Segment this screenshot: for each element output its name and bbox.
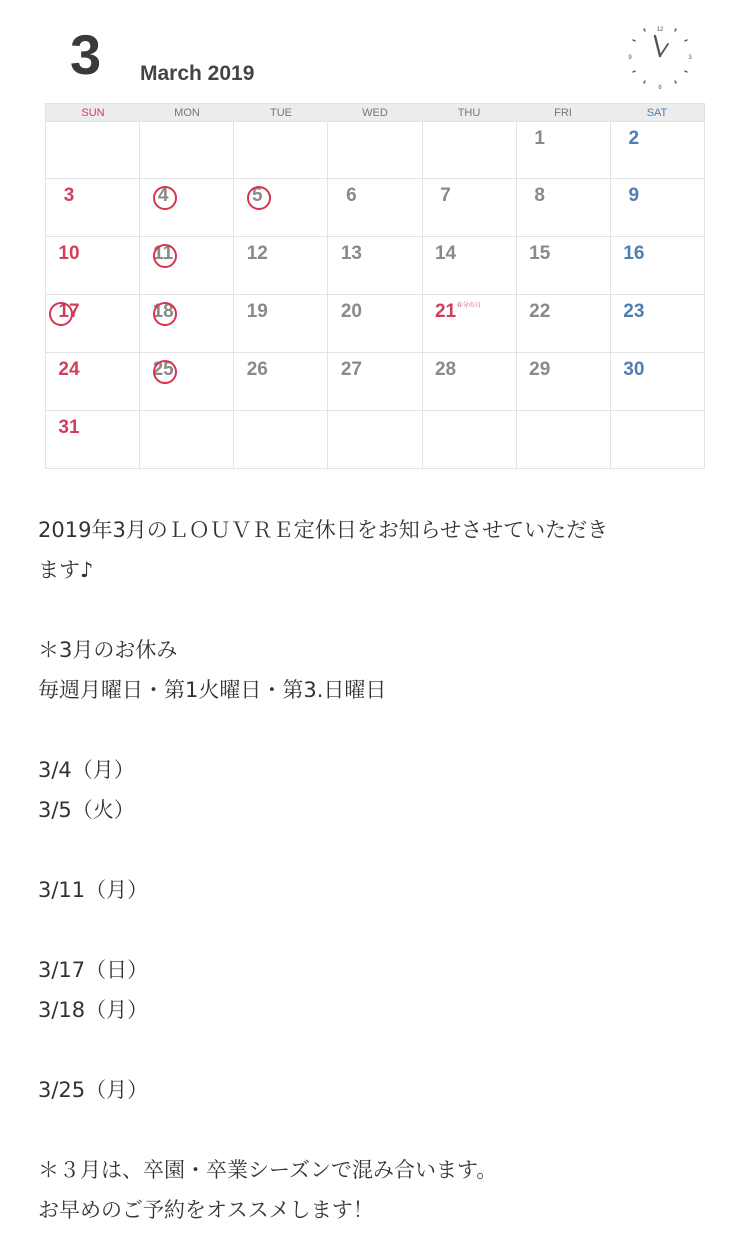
notice-line (38, 710, 718, 750)
day-number: 24 (58, 359, 80, 380)
calendar-weeks (45, 121, 705, 469)
calendar-header (0, 0, 750, 104)
calendar-day-cell-sun (46, 295, 140, 353)
day-number: 1 (534, 128, 545, 149)
day-number: 19 (246, 301, 268, 322)
calendar-day-cell-mon (140, 411, 234, 469)
notice-line: 3/17（日） (38, 958, 149, 982)
calendar-day-cell-fri (517, 295, 611, 353)
calendar-week-row (46, 179, 705, 237)
notice-line (38, 590, 718, 630)
day-number: 8 (534, 185, 545, 206)
notice-line: 3/5（火） (38, 798, 135, 822)
clock-label-12: 12 (656, 27, 664, 33)
holiday-label: 春分の日 (456, 302, 481, 309)
day-number: 3 (63, 185, 75, 206)
day-number: 25 (152, 359, 174, 380)
wall-clock-icon (624, 20, 696, 92)
weekday-mon: MON (174, 107, 200, 119)
weekday-fri: FRI (554, 107, 572, 119)
closed-day-circle (153, 244, 177, 268)
calendar-day-cell-fri (517, 411, 611, 469)
day-number: 23 (623, 301, 645, 322)
calendar-day-cell-fri (517, 353, 611, 411)
calendar-day-cell-wed (328, 237, 422, 295)
calendar-day-cell-fri (517, 237, 611, 295)
calendar-day-cell-sat (611, 237, 705, 295)
notice-line (38, 910, 718, 950)
calendar-day-cell-tue (234, 237, 328, 295)
calendar-day-cell-tue (234, 179, 328, 237)
day-number: 26 (246, 359, 268, 380)
day-number: 4 (157, 185, 169, 206)
calendar-day-cell-mon (140, 121, 234, 179)
day-number: 18 (152, 301, 174, 322)
closed-day-circle (153, 360, 177, 384)
calendar-day-cell-wed (328, 353, 422, 411)
day-number: 5 (251, 185, 263, 206)
notice-line: 3/4（月） (38, 758, 135, 782)
calendar-day-cell-thu (423, 353, 517, 411)
notice-line: 毎週月曜日・第1火曜日・第3.日曜日 (38, 678, 387, 702)
calendar-day-cell-sun (46, 121, 140, 179)
day-number: 7 (440, 185, 451, 206)
calendar-day-cell-sun (46, 411, 140, 469)
closure-notice (38, 510, 718, 1230)
notice-line (38, 830, 718, 870)
calendar-week-row (46, 411, 705, 469)
day-number: 17 (58, 301, 80, 322)
day-number: 22 (529, 301, 551, 322)
calendar-day-cell-mon (140, 353, 234, 411)
calendar-day-cell-wed (328, 411, 422, 469)
notice-line: 2019年3月のＬＯＵＶＲＥ定休日をお知らせさせていただき (38, 518, 609, 542)
calendar-day-cell-sun (46, 237, 140, 295)
calendar-day-cell-tue (234, 353, 328, 411)
day-number: 12 (246, 243, 268, 264)
notice-line: 3/25（月） (38, 1078, 149, 1102)
calendar-week-row (46, 237, 705, 295)
calendar-day-cell-fri (517, 179, 611, 237)
calendar-day-cell-mon (140, 295, 234, 353)
day-number: 20 (340, 301, 362, 322)
calendar-day-cell-wed (328, 179, 422, 237)
calendar-week-row (46, 121, 705, 179)
notice-line: ＊3月のお休み (38, 638, 178, 662)
calendar-grid (45, 103, 705, 469)
month-title: March 2019 (140, 62, 255, 85)
calendar-day-cell-thu (423, 121, 517, 179)
calendar-day-cell-thu (423, 295, 517, 353)
calendar-day-cell-sat (611, 179, 705, 237)
calendar-day-cell-wed (328, 121, 422, 179)
closed-day-circle (153, 302, 177, 326)
calendar-week-row (46, 353, 705, 411)
day-number: 30 (623, 359, 645, 380)
weekday-header-row (45, 103, 705, 121)
calendar-day-cell-sun (46, 353, 140, 411)
day-number: 29 (529, 359, 551, 380)
closed-day-circle (153, 186, 177, 210)
calendar-day-cell-thu (423, 179, 517, 237)
notice-line (38, 1030, 718, 1070)
calendar-day-cell-tue (234, 295, 328, 353)
weekday-thu: THU (457, 107, 481, 119)
calendar-day-cell-tue (234, 121, 328, 179)
calendar-day-cell-sat (611, 411, 705, 469)
day-number: 11 (153, 243, 174, 264)
calendar-day-cell-wed (328, 295, 422, 353)
calendar-day-cell-thu (423, 411, 517, 469)
day-number: 2 (628, 128, 640, 149)
notice-line: 3/18（月） (38, 998, 149, 1022)
calendar-day-cell-thu (423, 237, 517, 295)
day-number: 10 (58, 243, 80, 264)
notice-line: ＊３月は、卒園・卒業シーズンで混み合います。 (38, 1158, 498, 1182)
clock-label-6: 6 (658, 85, 662, 91)
notice-line (38, 1110, 718, 1150)
calendar-day-cell-mon (140, 237, 234, 295)
clock-label-3: 3 (688, 55, 692, 61)
clock-label-9: 9 (628, 55, 632, 61)
day-number: 16 (623, 243, 645, 264)
day-number: 15 (529, 243, 551, 264)
month-number: 3 (70, 23, 101, 86)
calendar-day-cell-sat (611, 121, 705, 179)
day-number: 28 (434, 359, 457, 380)
closed-day-circle (49, 302, 73, 326)
calendar-day-cell-fri (517, 121, 611, 179)
day-number: 31 (58, 417, 80, 438)
day-number: 9 (628, 185, 640, 206)
day-number: 14 (434, 243, 457, 264)
weekday-wed: WED (362, 107, 388, 119)
calendar-day-cell-mon (140, 179, 234, 237)
notice-line: ます♪ (38, 558, 94, 582)
weekday-sat: SAT (646, 107, 668, 119)
day-number: 13 (340, 243, 362, 264)
notice-line: 3/11（月） (38, 878, 149, 902)
day-number: 21 (434, 301, 457, 322)
calendar-day-cell-tue (234, 411, 328, 469)
notice-line: お早めのご予約をオススメします！ (38, 1198, 374, 1222)
weekday-sun: SUN (81, 107, 105, 119)
day-number: 27 (340, 359, 362, 380)
calendar-week-row (46, 295, 705, 353)
calendar-day-cell-sun (46, 179, 140, 237)
calendar-day-cell-sat (611, 295, 705, 353)
weekday-tue: TUE (270, 107, 292, 119)
calendar-day-cell-sat (611, 353, 705, 411)
day-number: 6 (346, 185, 357, 206)
